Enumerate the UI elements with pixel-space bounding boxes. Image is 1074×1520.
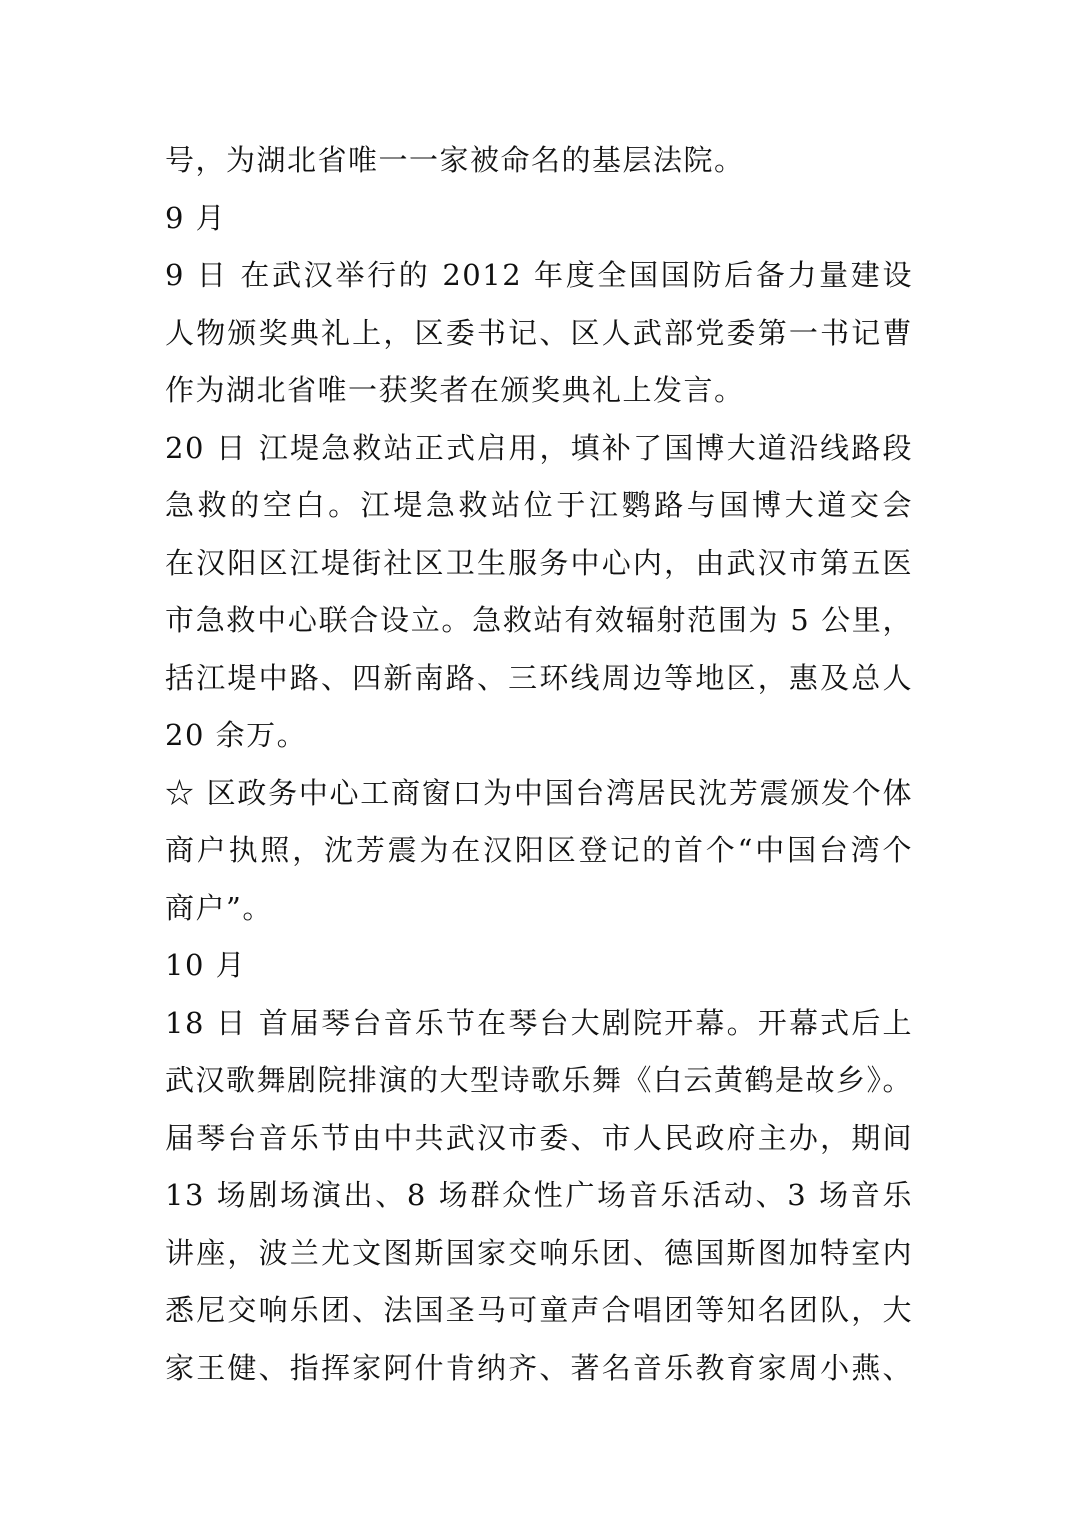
text-line: 20 余万。 [165,718,308,752]
text-line: 商户”。 [165,890,273,925]
text-line: 武汉歌舞剧院排演的大型诗歌乐舞《白云黄鹤是故乡》。 [165,1063,913,1097]
text-line: 届琴台音乐节由中共武汉市委、市人民政府主办，期间 [165,1120,913,1155]
text-line: 讲座，波兰尤文图斯国家交响乐团、德国斯图加特室内 [165,1235,913,1270]
text-line: 急救的空白。江堤急救站位于江鹦路与国博大道交会 [165,488,913,522]
text-line: 10 月 [165,948,247,982]
text-line: 9 日 在武汉举行的 2012 年度全国国防后备力量建设 [165,258,913,292]
text-line: 商户执照，沈芳震为在汉阳区登记的首个“中国台湾个 [165,833,913,867]
document-body [165,132,913,1397]
text-line: 在汉阳区江堤街社区卫生服务中心内，由武汉市第五医 [165,545,913,580]
text-line: 20 日 江堤急救站正式启用，填补了国博大道沿线路段 [165,430,913,465]
text-line: 人物颁奖典礼上，区委书记、区人武部党委第一书记曹 [165,315,913,350]
text-line: 家王健、指挥家阿什肯纳齐、著名音乐教育家周小燕、 [165,1350,913,1385]
text-line: 号，为湖北省唯一一家被命名的基层法院。 [165,143,745,177]
text-line: 括江堤中路、四新南路、三环线周边等地区，惠及总人 [165,660,913,695]
text-line: 市急救中心联合设立。急救站有效辐射范围为 5 公里， [165,603,913,637]
text-line: 9 月 [165,200,227,235]
text-line: ☆ 区政务中心工商窗口为中国台湾居民沈芳震颁发个体 [165,775,913,810]
text-line: 13 场剧场演出、8 场群众性广场音乐活动、3 场音乐 [165,1178,913,1212]
text-line: 18 日 首届琴台音乐节在琴台大剧院开幕。开幕式后上 [165,1005,913,1040]
text-line: 作为湖北省唯一获奖者在颁奖典礼上发言。 [165,373,745,407]
text-line: 悉尼交响乐团、法国圣马可童声合唱团等知名团队，大 [165,1293,913,1327]
